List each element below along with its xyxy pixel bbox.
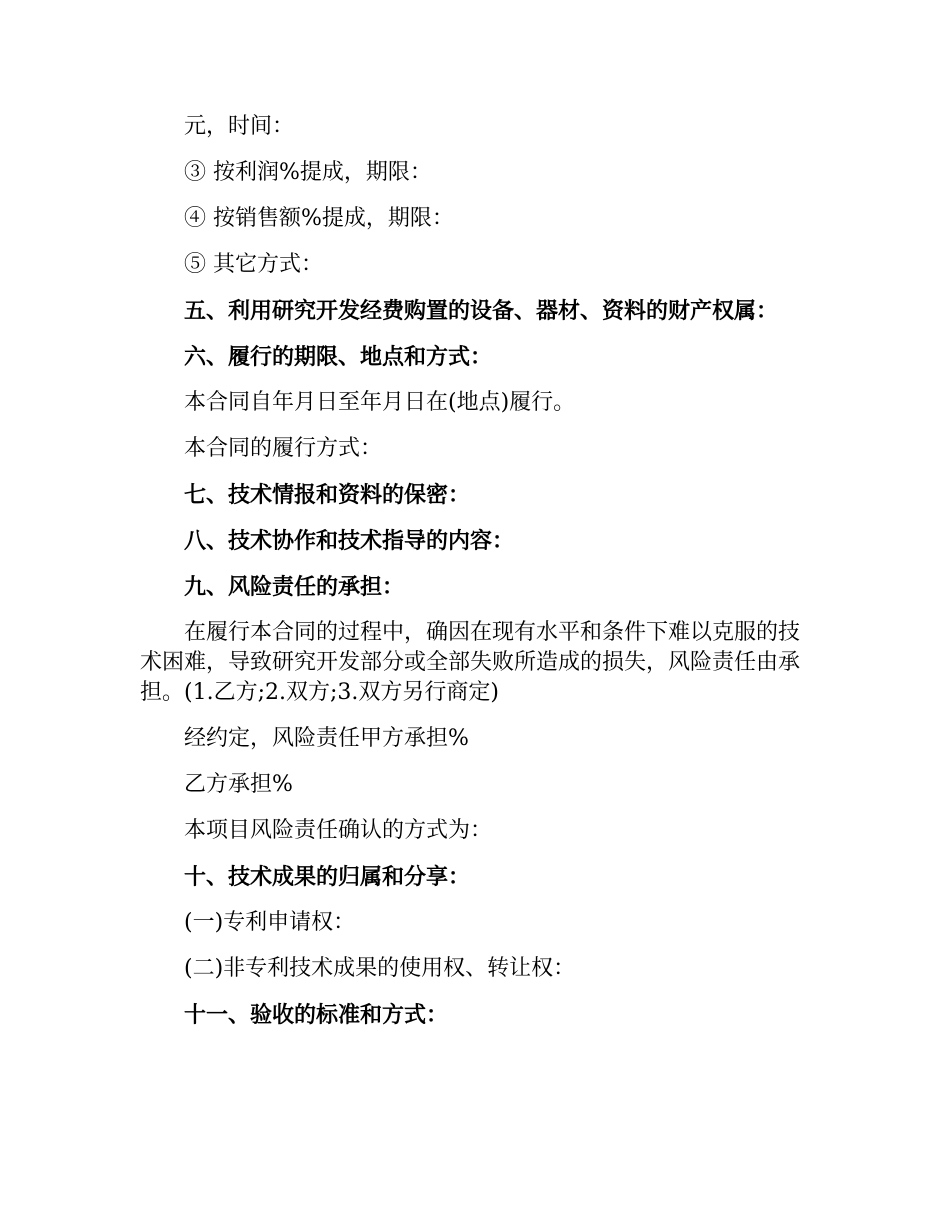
non-patent-rights-line: (二)非专利技术成果的使用权、转让权： <box>184 956 576 981</box>
section-6-heading: 六、履行的期限、地点和方式： <box>184 344 493 370</box>
patent-application-line: (一)专利申请权： <box>184 910 356 935</box>
other-method-line: ⑤ 其它方式： <box>184 252 323 277</box>
section-8-heading: 八、技术协作和技术指导的内容： <box>184 528 515 554</box>
section-7-heading: 七、技术情报和资料的保密： <box>184 482 471 508</box>
section-10-heading: 十、技术成果的归属和分享： <box>184 864 471 890</box>
risk-paragraph: 在履行本合同的过程中，确因在现有水平和条件下难以克服的技术困难，导致研究开发部分或全部失败所造成的损失，风险责任由承担。(1.乙方;2.双方;3.双方另行商定) <box>140 620 801 705</box>
party-b-risk-line: 乙方承担% <box>184 772 293 797</box>
payment-time-line: 元，时间： <box>184 114 295 139</box>
risk-confirmation-line: 本项目风险责任确认的方式为： <box>184 818 493 843</box>
section-9-heading: 九、风险责任的承担： <box>184 574 405 600</box>
sales-royalty-line: ④ 按销售额%提成，期限： <box>184 206 454 231</box>
document-body <box>140 112 810 1030</box>
party-a-risk-line: 经约定，风险责任甲方承担% <box>184 726 469 751</box>
section-5-heading: 五、利用研究开发经费购置的设备、器材、资料的财产权属： <box>184 298 779 324</box>
profit-royalty-line: ③ 按利润%提成，期限： <box>184 160 432 185</box>
performance-method-line: 本合同的履行方式： <box>184 436 383 461</box>
term-location-line: 本合同自年月日至年月日在(地点)履行。 <box>184 390 576 415</box>
section-11-heading: 十一、验收的标准和方式： <box>184 1002 449 1028</box>
